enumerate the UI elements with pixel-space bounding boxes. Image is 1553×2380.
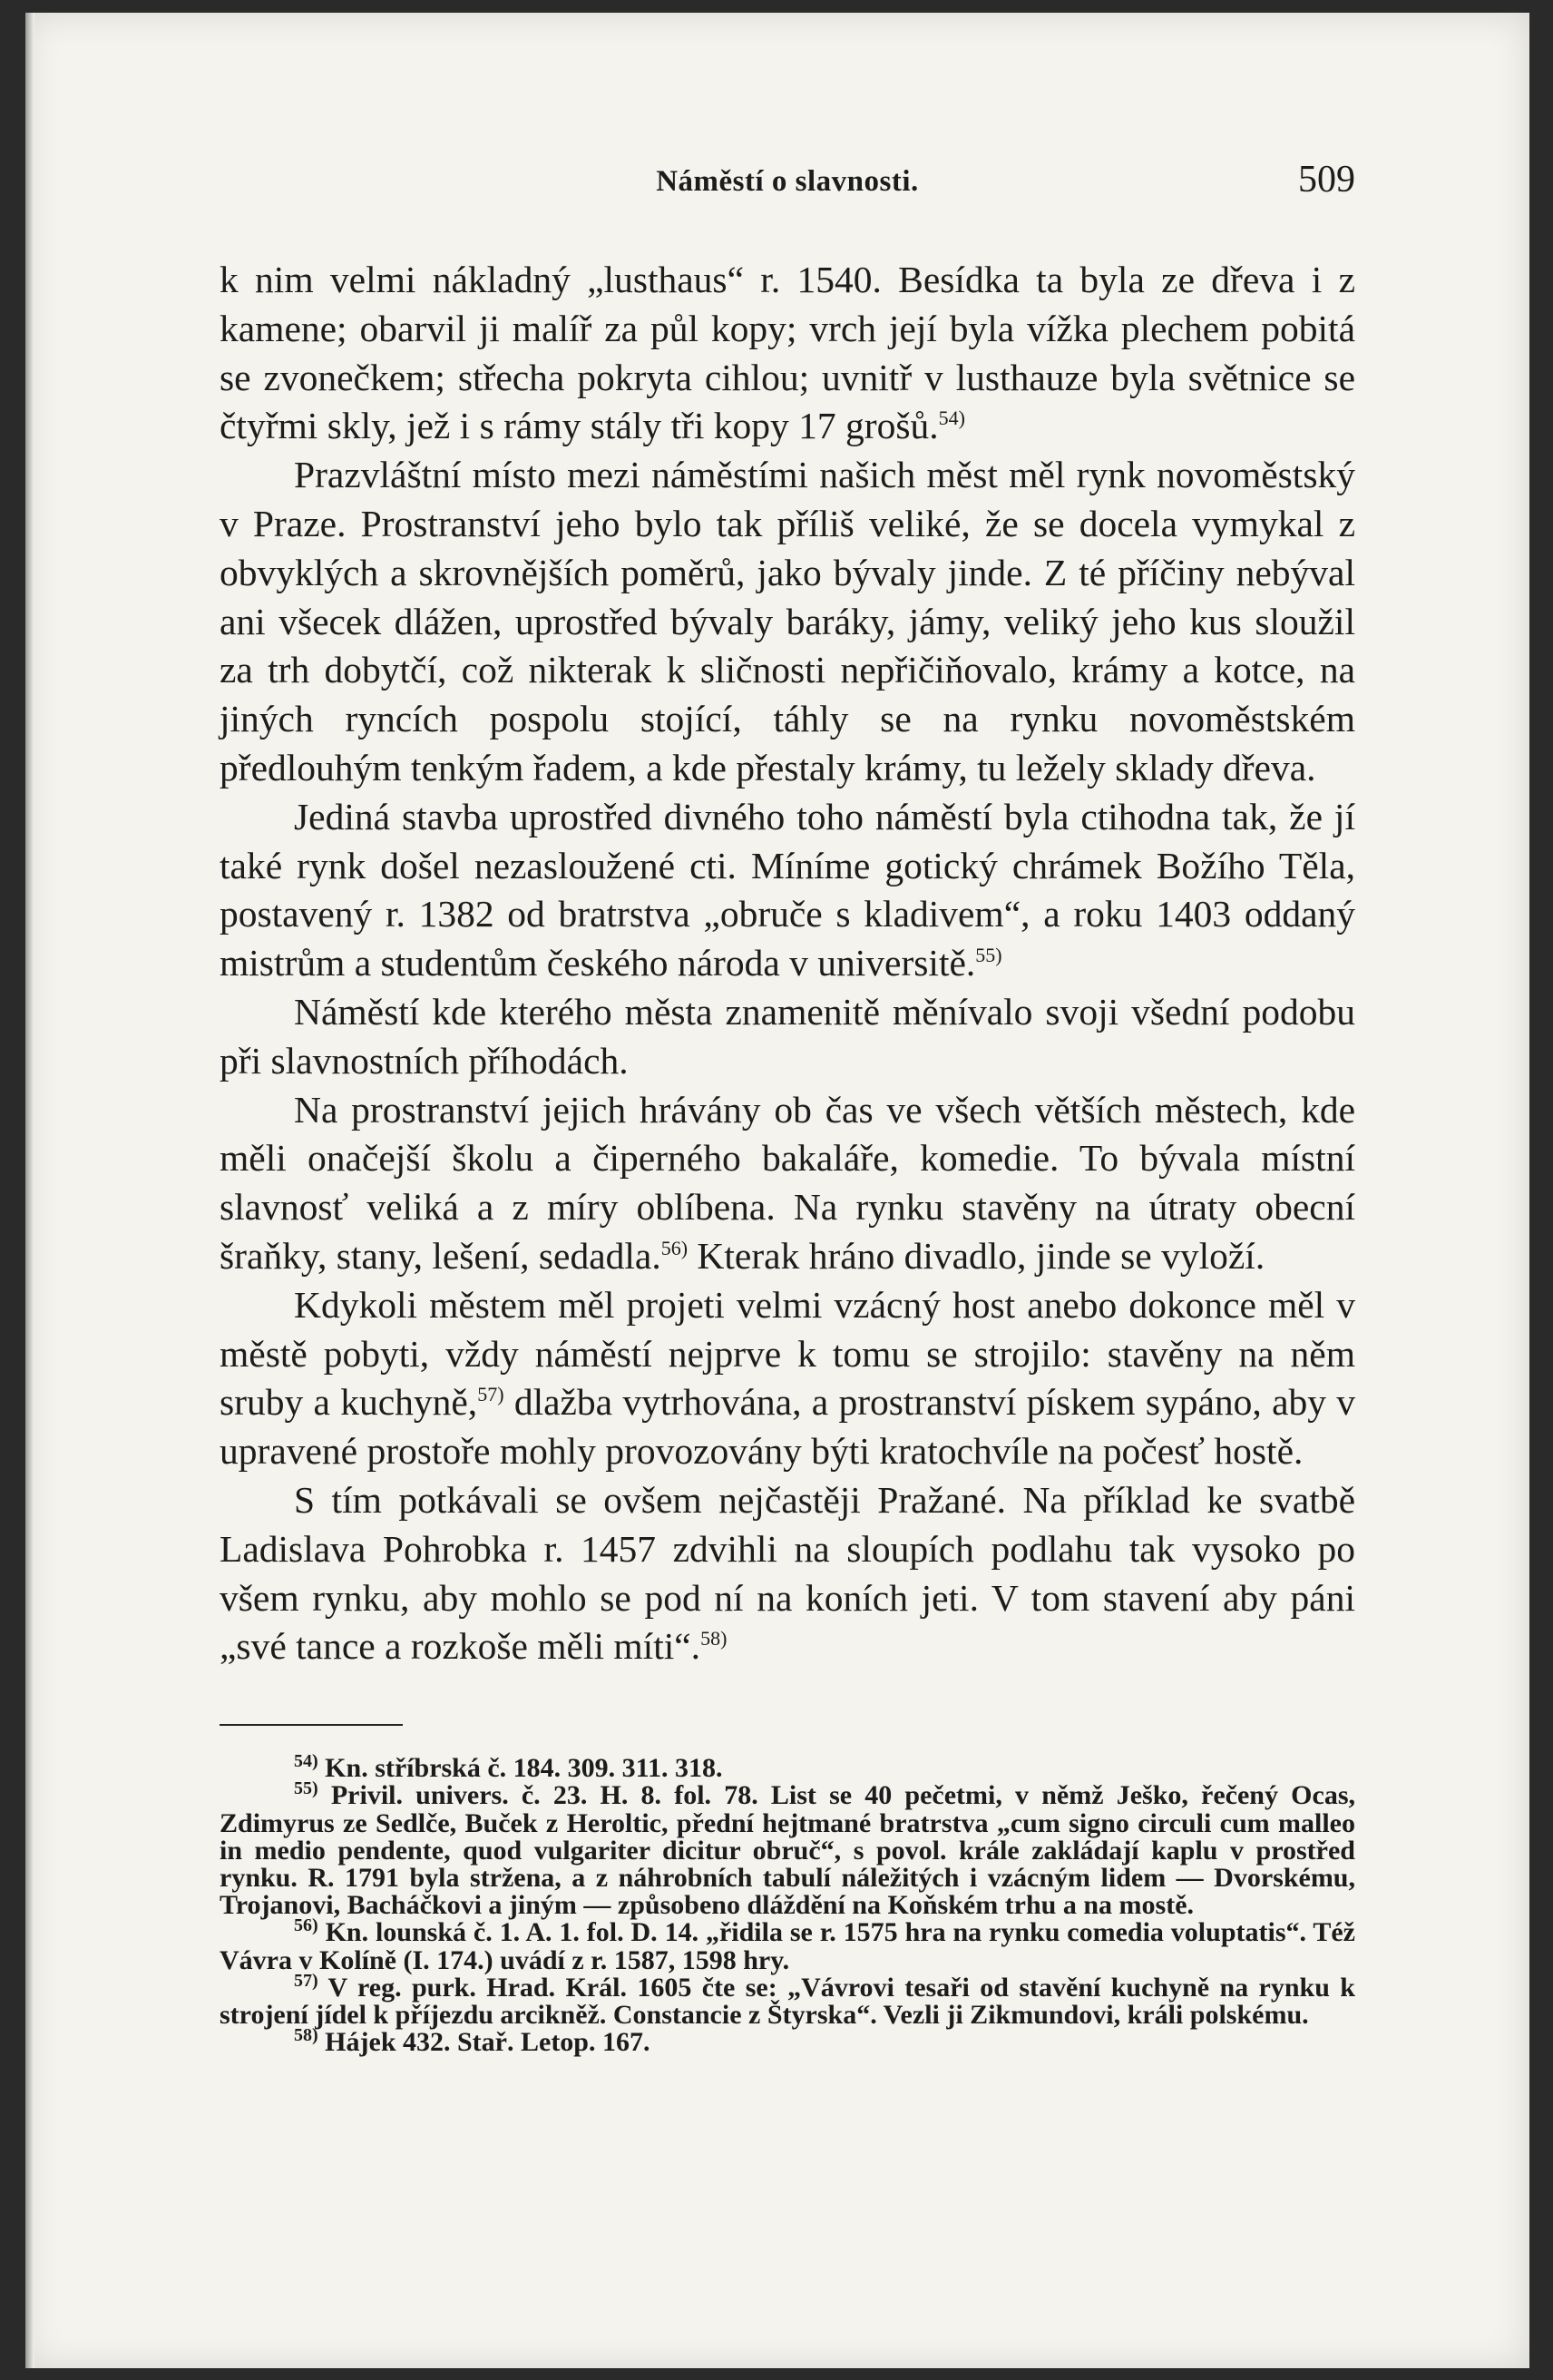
footnote-mark: 58) [294,2025,318,2046]
page-content [220,149,1355,2056]
paragraph [220,451,1355,793]
paragraph-text: S tím potkávali se ovšem nejčastěji Pražané. Na příklad ke svatbě Ladislava Pohrobka r. 1457 zdvihli na sloupích podlahu tak vysoko po všem rynku, aby mohlo se pod ní na koních jeti. V tom stavení aby páni „své tance a rozkoše měli míti“. [220,1478,1355,1668]
footnote-mark: 55) [294,1778,318,1799]
paragraph-text: Jediná stavba uprostřed divného toho náměstí byla ctihodna tak, že jí také rynk došel nezasloužené cti. Míníme gotický chrámek Božího Těla, postavený r. 1382 od bratrstva „obruče s kladivem“, a roku 1403 oddaný mistrům a studentům českého národa v universitě. [220,795,1355,984]
footnote-text: Hájek 432. Stař. Letop. 167. [325,2027,650,2058]
paragraph [220,256,1355,451]
footnote-text: V reg. purk. Hrad. Král. 1605 čte se: „Vávrovi tesaři od stavění kuchyně na rynku k strojení jídel k příjezdu arcikněž. Constancie z Štyrska“. Vezli ji Zikmundovi, králi polskému. [220,1972,1355,2030]
paragraph [220,988,1355,1086]
footnote-mark: 54) [294,1751,318,1772]
footnote-rule [220,1724,403,1726]
footnote-text: Kn. stříbrská č. 184. 309. 311. 318. [325,1753,723,1784]
running-head: Náměstí o slavnosti. [656,165,919,198]
note-ref: 57) [477,1383,504,1406]
paragraph-text: Prazvláštní místo mezi náměstími našich měst měl rynk novoměstský v Praze. Prostranství jeho bylo tak příliš veliké, že se docela vymykal z obvyklých a skrovnějších poměrů, jako bývaly jinde. Z té příčiny nebýval ani všecek dlážen, uprostřed bývaly baráky, jámy, veliký jeho kus sloužil za trh dobytčí, což nikterak k sličnosti nepřičiňovalo, krámy a kotce, na jiných ryncích pospolu stojící, táhly se na rynku novoměstském předlouhým tenkým řadem, a kde přestaly krámy, tu ležely sklady dřeva. [220,454,1355,788]
paragraph-text: k nim velmi nákladný „lusthaus“ r. 1540. Besídka ta byla ze dřeva i z kamene; obarvil ji malíř za půl kopy; vrch její byla vížka plechem pobitá se zvonečkem; střecha pokryta cihlou; uvnitř v lusthauze byla světnice se čtyřmi skly, jež i s rámy stály tři kopy 17 grošů. [220,259,1355,447]
paragraph-text: Na prostranství jejich hrávány ob čas ve všech větších městech, kde měli onačejší školu a čiperného bakaláře, komedie. To bývala místní slavnosť veliká a z míry oblíbena. Na rynku stavěny na útraty obecní šraňky, stany, lešení, sedadla. [220,1088,1355,1277]
paragraph [220,793,1355,988]
paragraph-text: Kdykoli městem měl projeti velmi vzácný host anebo dokonce měl v městě pobyti, vždy náměstí nejprve k tomu se strojilo: stavěny na něm sruby a kuchyně, [220,1283,1355,1424]
body-text [220,256,1355,1671]
note-ref: 56) [660,1237,689,1260]
footnote-text: Privil. univers. č. 23. H. 8. fol. 78. List se 40 pečetmi, v němž Ješko, řečený Ocas, Zdimyrus ze Sedlče, Buček z Heroltic, přední hejtmané bratrstva „cum signo circuli cum malleo in medio pendente, quod vulgariter dicitur obruč“, s povol. krále zakládají kaplu v prostřed rynku. R. 1791 byla stržena, a z náhrobních tabulí náležitých i vzácným lidem — Dvorskému, Trojanovi, Bacháčkovi a jiným — způsobeno dláždění na Koňském trhu a na mostě. [220,1780,1355,1921]
book-page [25,13,1529,2368]
footnote [220,1751,1355,1784]
paragraph-text: Náměstí kde kterého města znamenitě měnívalo svoji všední podobu při slavnostních příhodách. [220,990,1355,1082]
paragraph [220,1281,1355,1476]
footnotes [220,1751,1355,2058]
footnote [220,1778,1355,1921]
note-ref: 55) [975,944,1002,967]
paragraph [220,1476,1355,1671]
note-ref: 58) [700,1627,728,1650]
footnote-mark: 57) [294,1970,318,1991]
paragraph [220,1086,1355,1281]
note-ref: 54) [938,406,965,430]
footnote-text: Kn. lounská č. 1. A. 1. fol. D. 14. „řidila se r. 1575 hra na rynku comedia voluptatis“. Též Vávra v Kolíně (I. 174.) uvádí z r. 1587, 1598 hry. [220,1917,1355,1975]
page-number: 509 [1298,159,1355,201]
page-spine-shadow [25,13,34,2368]
footnote [220,2025,1355,2058]
footnote-mark: 56) [294,1915,318,1936]
footnote [220,1970,1355,2030]
paragraph-text: Kterak hráno divadlo, jinde se vyloží. [697,1234,1265,1277]
paragraph-text: dlažba vytrhována, a prostranství pískem sypáno, aby v upravené prostoře mohly provozovány býti kratochvíle na počesť hostě. [220,1381,1356,1473]
footnote [220,1915,1355,1975]
page-header [220,149,1355,203]
